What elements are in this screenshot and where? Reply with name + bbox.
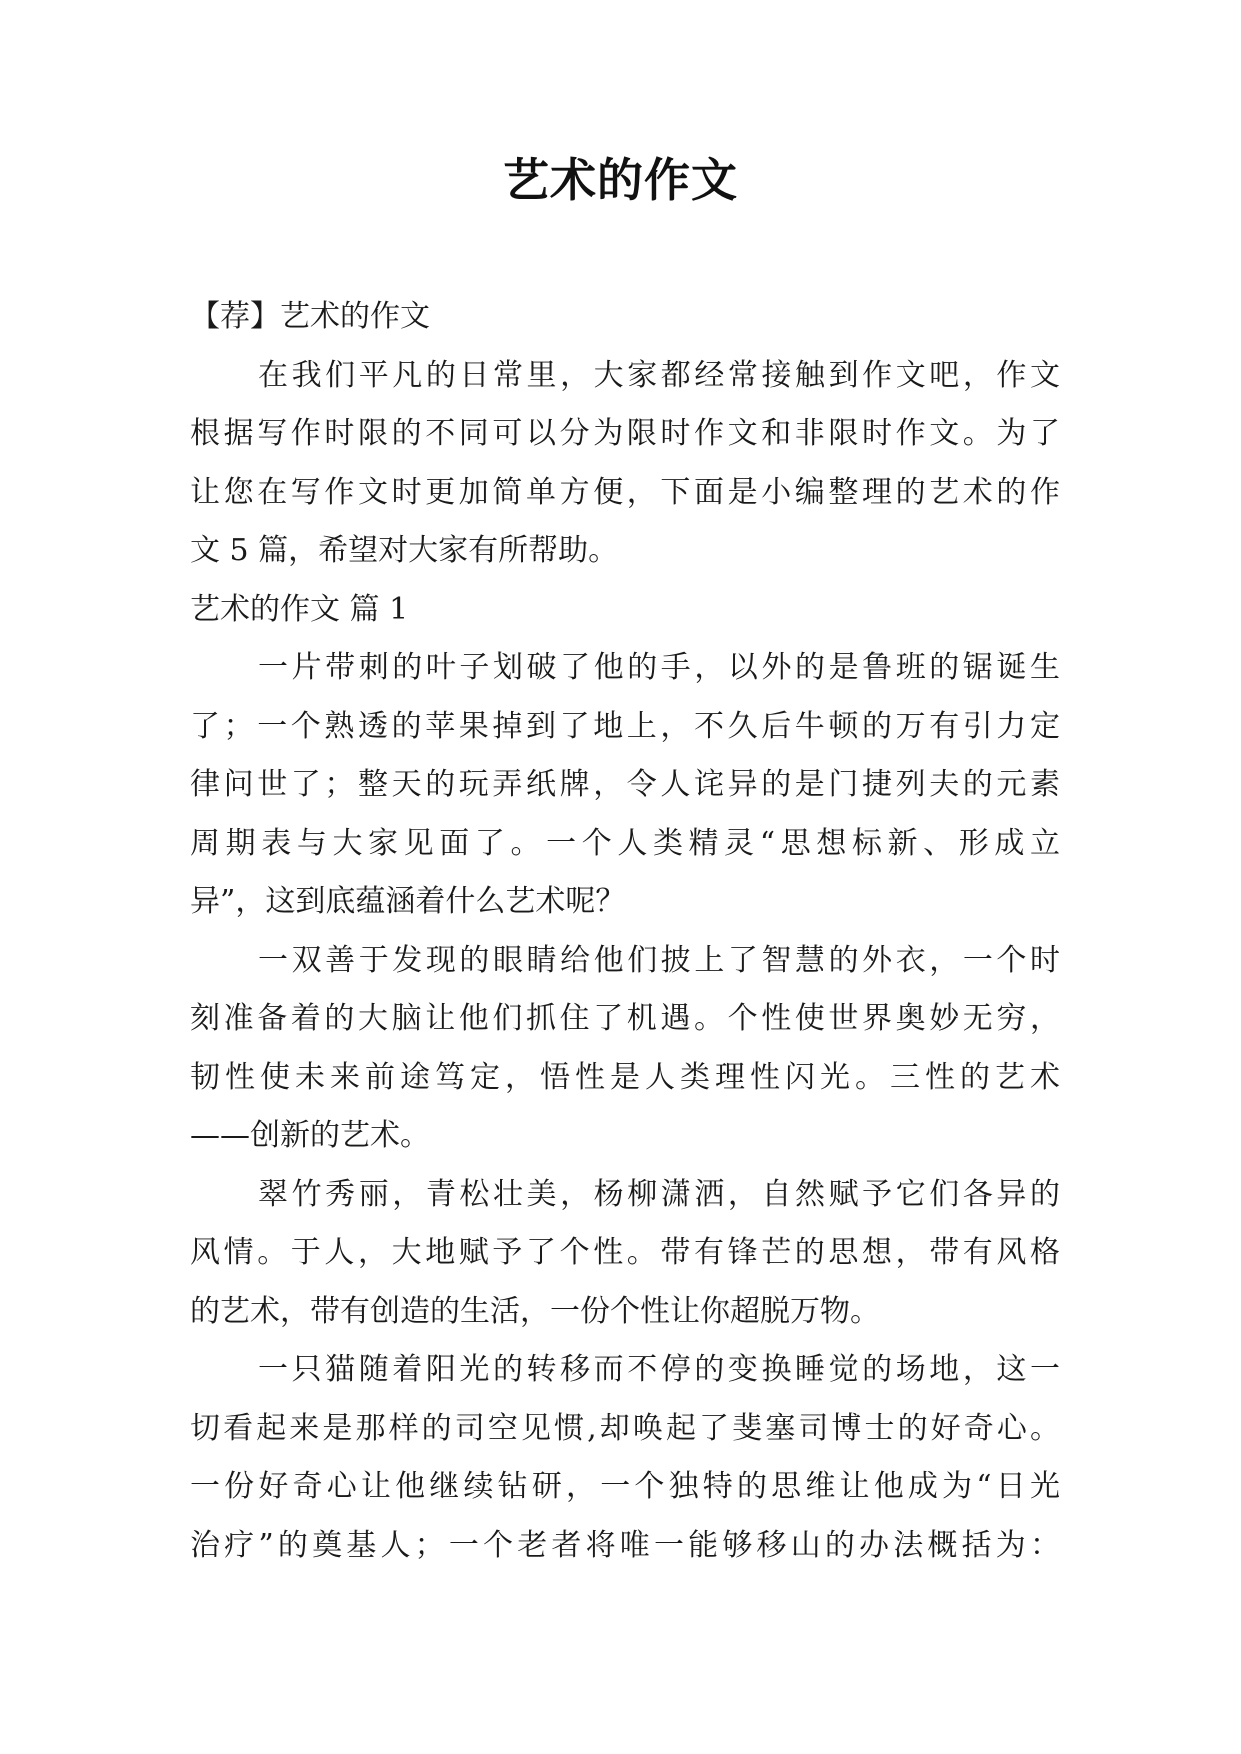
- document-title: 艺术的作文: [503, 153, 738, 207]
- paragraph-line: 文 5 篇，希望对大家有所帮助。: [190, 533, 619, 568]
- paragraph-line: 根据写作时限的不同可以分为限时作文和非限时作文。为了: [190, 416, 1060, 451]
- paragraph: [190, 1341, 1060, 1575]
- paragraph-line: 在我们平凡的日常里，大家都经常接触到作文吧，作文: [258, 357, 1060, 393]
- paragraph: [190, 639, 1060, 932]
- paragraph-line: 风情。于人，大地赋予了个性。带有锋芒的思想，带有风格: [190, 1235, 1060, 1270]
- document-body: [190, 288, 1060, 1575]
- paragraph-line: 周期表与大家见面了。一个人类精灵“思想标新、形成立: [190, 825, 1060, 861]
- paragraph: [190, 1166, 1060, 1342]
- section-heading: 艺术的作文 篇 1: [190, 591, 409, 627]
- paragraph-line: 了；一个熟透的苹果掉到了地上，不久后牛顿的万有引力定: [190, 708, 1060, 744]
- paragraph-line: 一双善于发现的眼睛给他们披上了智慧的外衣，一个时: [258, 942, 1060, 978]
- recommend-line: 【荐】艺术的作文: [190, 299, 430, 334]
- paragraph-line: ——创新的艺术。: [190, 1118, 430, 1153]
- paragraph: [190, 932, 1060, 1166]
- paragraph-line: 律问世了；整天的玩弄纸牌，令人诧异的是门捷列夫的元素: [190, 767, 1060, 802]
- paragraph-line: 刻准备着的大脑让他们抓住了机遇。个性使世界奥妙无穷，: [190, 1001, 1060, 1036]
- paragraph-line: 切看起来是那样的司空见惯,却唤起了斐塞司博士的好奇心。: [190, 1410, 1060, 1446]
- intro-paragraph: [190, 347, 1060, 581]
- paragraph-line: 翠竹秀丽，青松壮美，杨柳潇洒，自然赋予它们各异的: [258, 1176, 1060, 1212]
- paragraph-line: 一份好奇心让他继续钻研，一个独特的思维让他成为“日光: [190, 1469, 1060, 1504]
- paragraph-line: 一片带刺的叶子划破了他的手，以外的是鲁班的锯诞生: [258, 650, 1060, 685]
- paragraph-line: 治疗”的奠基人；一个老者将唯一能够移山的办法概括为：: [190, 1527, 1060, 1563]
- paragraph-line: 一只猫随着阳光的转移而不停的变换睡觉的场地，这一: [258, 1352, 1060, 1387]
- paragraph-line: 异”，这到底蕴涵着什么艺术呢？: [190, 884, 626, 919]
- paragraph-line: 让您在写作文时更加简单方便，下面是小编整理的艺术的作: [190, 474, 1060, 510]
- paragraph-line: 的艺术，带有创造的生活，一份个性让你超脱万物。: [190, 1293, 880, 1329]
- paragraph-line: 韧性使未来前途笃定，悟性是人类理性闪光。三性的艺术: [190, 1059, 1060, 1095]
